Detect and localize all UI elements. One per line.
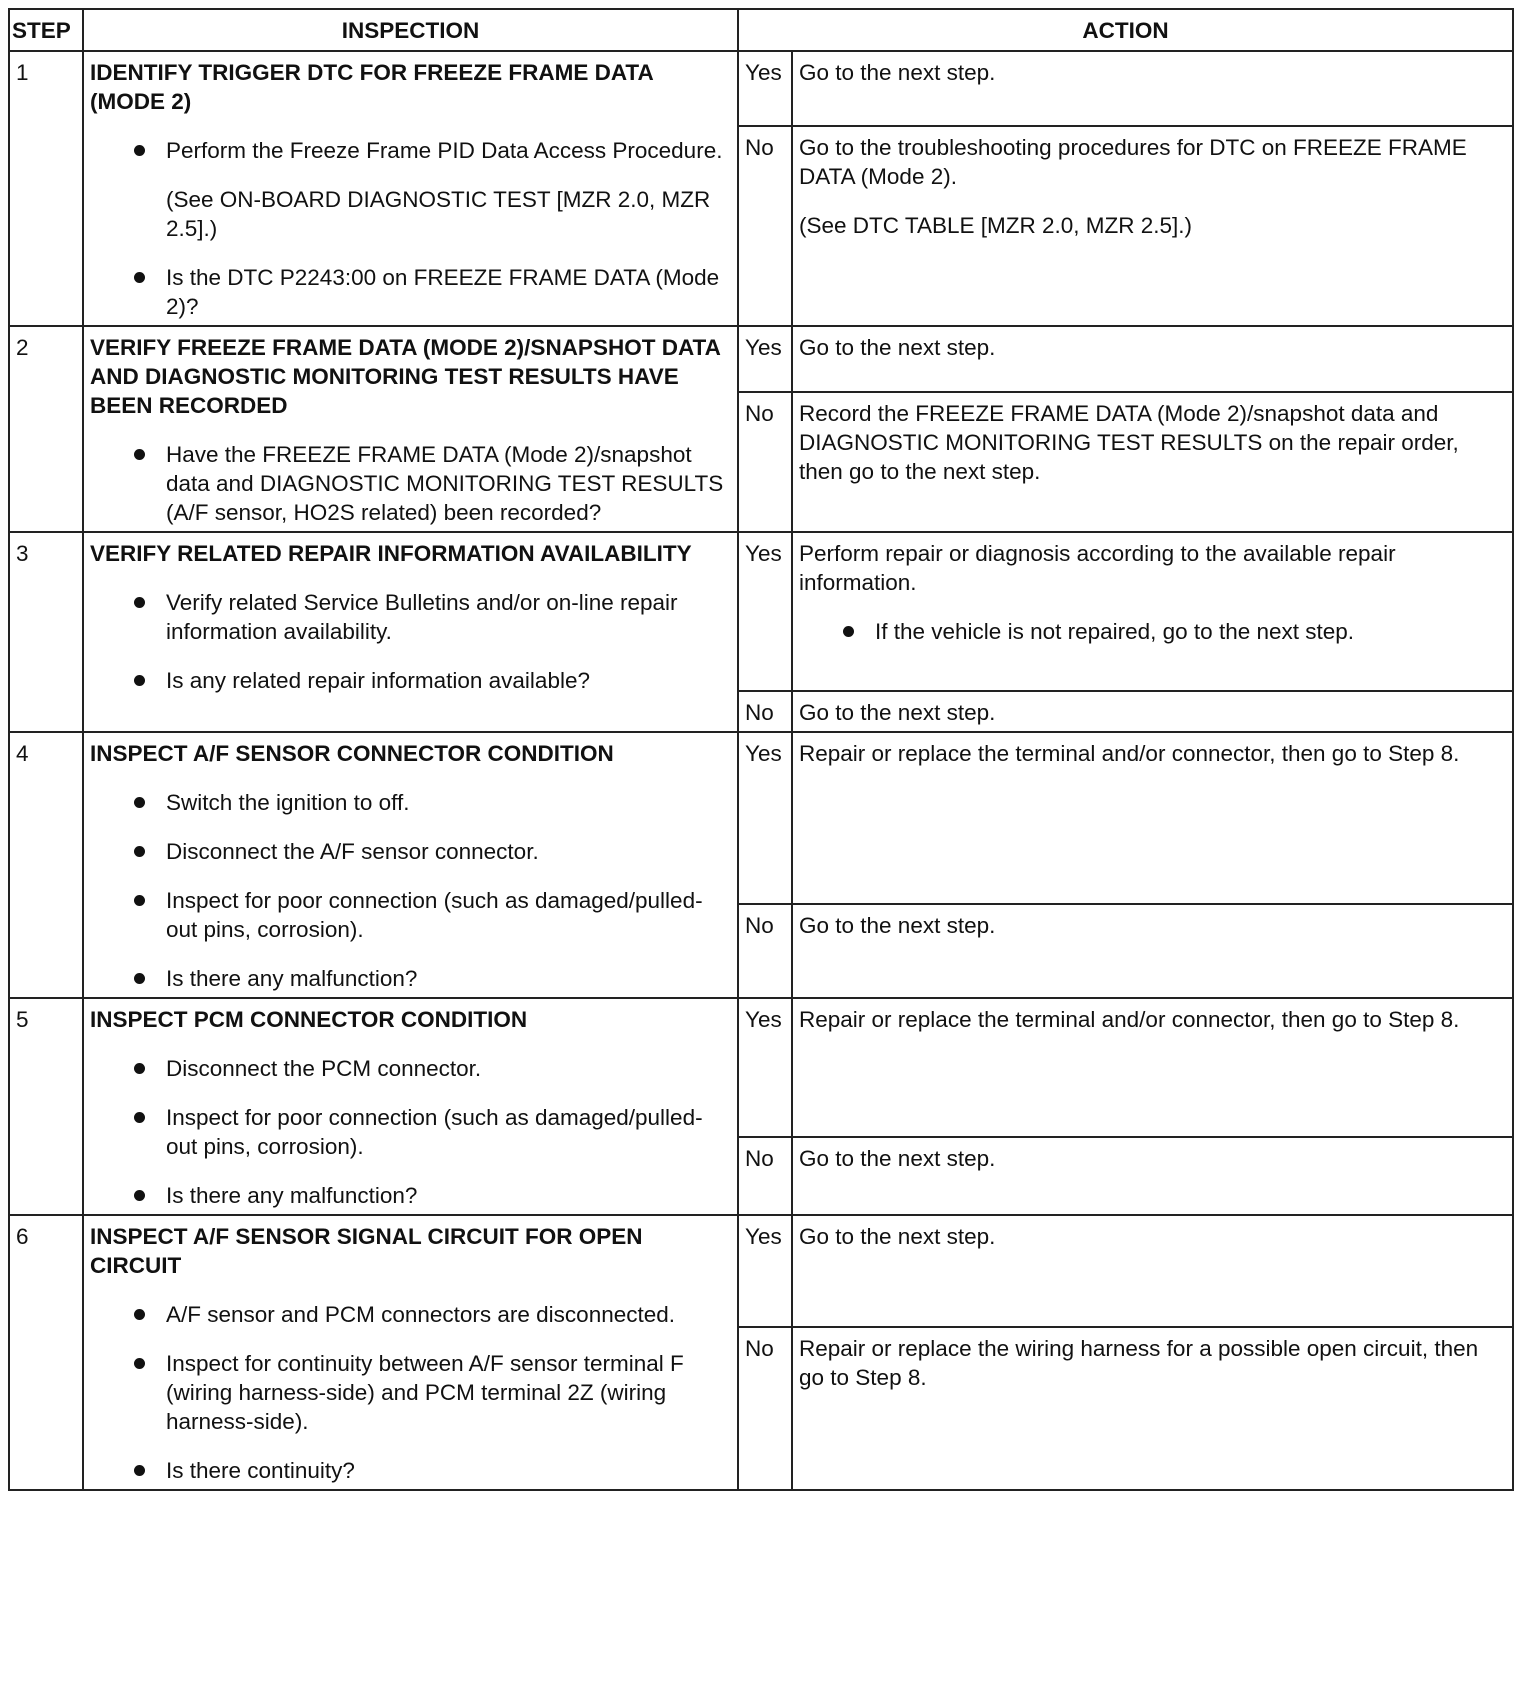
yes-action-text: Go to the next step. [799, 335, 996, 360]
step-number: 2 [9, 326, 83, 532]
inspection-question-list [90, 263, 731, 321]
step-number: 4 [9, 732, 83, 998]
yes-action-text: Repair or replace the terminal and/or connector, then go to Step 8. [799, 741, 1460, 766]
yes-label: Yes [738, 326, 792, 392]
no-label: No [738, 126, 792, 326]
inspection-bullet: Perform the Freeze Frame PID Data Access Procedure. [166, 136, 731, 165]
yes-action [792, 326, 1513, 392]
table-row [9, 532, 1513, 691]
inspection-bullet: Verify related Service Bulletins and/or on-line repair information availability. [166, 588, 731, 646]
no-action [792, 904, 1513, 998]
yes-action-text: Repair or replace the terminal and/or connector, then go to Step 8. [799, 1007, 1460, 1032]
inspection-bullets [90, 1054, 731, 1210]
inspection-bullets [90, 136, 731, 165]
no-action [792, 1327, 1513, 1490]
table-row [9, 1215, 1513, 1327]
inspection-bullets [90, 588, 731, 695]
no-action-text: Go to the troubleshooting procedures for DTC on FREEZE FRAME DATA (Mode 2). [799, 135, 1467, 189]
inspection-question: Is any related repair information available? [166, 666, 731, 695]
step-column-header: STEP [9, 9, 83, 51]
inspection-title: IDENTIFY TRIGGER DTC FOR FREEZE FRAME DATA (MODE 2) [90, 60, 653, 114]
inspection-bullet: Inspect for poor connection (such as damaged/pulled-out pins, corrosion). [166, 1103, 731, 1161]
inspection-question: Is there continuity? [166, 1456, 731, 1485]
inspection-cell [83, 732, 738, 998]
no-label: No [738, 691, 792, 732]
inspection-cell [83, 1215, 738, 1490]
table-row [9, 326, 1513, 392]
yes-action [792, 532, 1513, 691]
step-number: 3 [9, 532, 83, 732]
inspection-note: (See ON-BOARD DIAGNOSTIC TEST [MZR 2.0, MZR 2.5].) [166, 187, 711, 241]
yes-action-text: Go to the next step. [799, 1224, 996, 1249]
yes-label: Yes [738, 732, 792, 904]
no-action-note: (See DTC TABLE [MZR 2.0, MZR 2.5].) [799, 213, 1193, 238]
inspection-cell [83, 998, 738, 1215]
no-label: No [738, 392, 792, 532]
yes-label: Yes [738, 51, 792, 126]
no-action-text: Repair or replace the wiring harness for a possible open circuit, then go to Step 8. [799, 1336, 1479, 1390]
inspection-bullet: Inspect for poor connection (such as damaged/pulled-out pins, corrosion). [166, 886, 731, 944]
inspection-column-header: INSPECTION [83, 9, 738, 51]
yes-action-bullet: If the vehicle is not repaired, go to the next step. [875, 617, 1506, 646]
no-label: No [738, 1137, 792, 1215]
yes-action [792, 732, 1513, 904]
inspection-bullet: Disconnect the A/F sensor connector. [166, 837, 731, 866]
inspection-title: VERIFY RELATED REPAIR INFORMATION AVAILABILITY [90, 541, 692, 566]
no-action [792, 1137, 1513, 1215]
table-header-row [9, 9, 1513, 51]
yes-action [792, 51, 1513, 126]
inspection-bullets [90, 1300, 731, 1485]
inspection-question: Is there any malfunction? [166, 1181, 731, 1210]
table-row [9, 51, 1513, 126]
yes-label: Yes [738, 998, 792, 1137]
no-label: No [738, 904, 792, 998]
inspection-bullet: Disconnect the PCM connector. [166, 1054, 731, 1083]
inspection-cell [83, 51, 738, 326]
step-number: 1 [9, 51, 83, 326]
yes-label: Yes [738, 1215, 792, 1327]
inspection-bullets [90, 788, 731, 993]
inspection-question: Is the DTC P2243:00 on FREEZE FRAME DATA (Mode 2)? [166, 263, 731, 321]
no-action-text: Record the FREEZE FRAME DATA (Mode 2)/snapshot data and DIAGNOSTIC MONITORING TEST RESULTS on the repair order, then go to the next step. [799, 401, 1459, 484]
step-number: 5 [9, 998, 83, 1215]
table-row [9, 998, 1513, 1137]
no-action [792, 126, 1513, 326]
no-action [792, 392, 1513, 532]
inspection-bullet: A/F sensor and PCM connectors are disconnected. [166, 1300, 731, 1329]
yes-action [792, 1215, 1513, 1327]
yes-action [792, 998, 1513, 1137]
inspection-bullet: Inspect for continuity between A/F sensor terminal F (wiring harness-side) and PCM terminal 2Z (wiring harness-side). [166, 1349, 731, 1436]
diagnostic-procedure-table [8, 8, 1514, 1491]
yes-label: Yes [738, 532, 792, 691]
inspection-bullet: Switch the ignition to off. [166, 788, 731, 817]
step-number: 6 [9, 1215, 83, 1490]
no-action-text: Go to the next step. [799, 1146, 996, 1171]
inspection-question: Is there any malfunction? [166, 964, 731, 993]
yes-action-bullets [799, 617, 1506, 646]
inspection-title: VERIFY FREEZE FRAME DATA (MODE 2)/SNAPSHOT DATA AND DIAGNOSTIC MONITORING TEST RESULTS HAVE BEEN RECORDED [90, 335, 721, 418]
inspection-cell [83, 532, 738, 732]
no-action-text: Go to the next step. [799, 913, 996, 938]
no-label: No [738, 1327, 792, 1490]
yes-action-text: Perform repair or diagnosis according to the available repair information. [799, 541, 1396, 595]
action-column-header: ACTION [738, 9, 1513, 51]
inspection-title: INSPECT A/F SENSOR SIGNAL CIRCUIT FOR OPEN CIRCUIT [90, 1224, 643, 1278]
no-action [792, 691, 1513, 732]
table-row [9, 732, 1513, 904]
yes-action-text: Go to the next step. [799, 60, 996, 85]
inspection-title: INSPECT PCM CONNECTOR CONDITION [90, 1007, 528, 1032]
inspection-title: INSPECT A/F SENSOR CONNECTOR CONDITION [90, 741, 614, 766]
inspection-question-list [90, 440, 731, 527]
no-action-text: Go to the next step. [799, 700, 996, 725]
inspection-cell [83, 326, 738, 532]
inspection-question: Have the FREEZE FRAME DATA (Mode 2)/snapshot data and DIAGNOSTIC MONITORING TEST RESULTS (A/F sensor, HO2S related) been recorded? [166, 440, 731, 527]
